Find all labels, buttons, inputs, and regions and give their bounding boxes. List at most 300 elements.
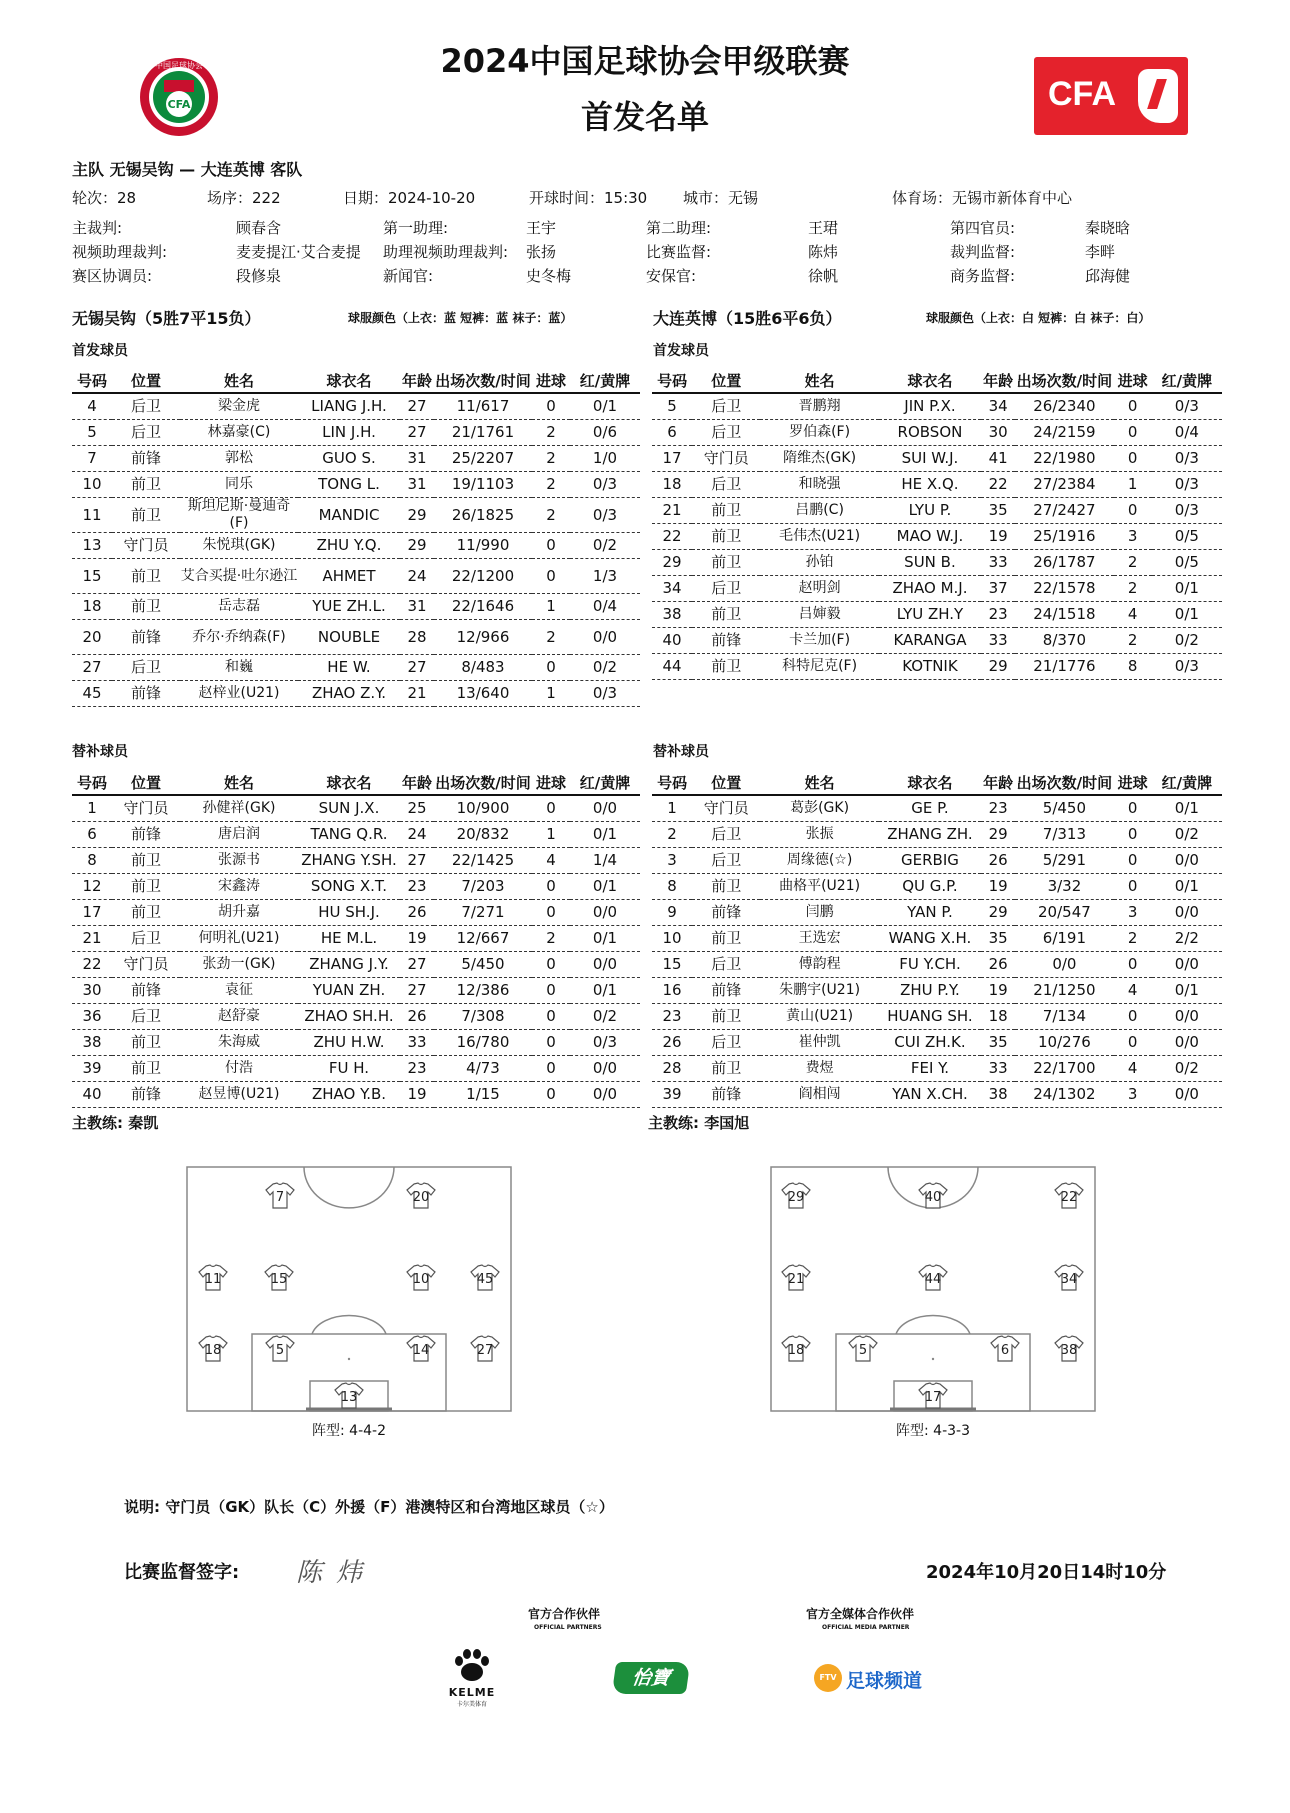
supervisor-signature: 陈炜 [296,1558,377,1588]
player-name: 傅韵程 [760,952,878,978]
cards: 0/4 [570,594,640,620]
player-row [72,533,640,559]
player-position: 前锋 [692,900,760,926]
cards: 0/2 [1152,628,1222,654]
appearances: 7/313 [1015,822,1113,848]
player-age: 26 [981,952,1015,978]
jersey-number: 15 [270,1272,288,1287]
goals: 2 [532,420,570,446]
appearances: 5/291 [1015,848,1113,874]
shirt-name: SUN J.X. [298,795,400,822]
player-number: 30 [72,978,112,1004]
shirt-name: MANDIC [298,498,400,533]
shirt-name: QU G.P. [879,874,981,900]
player-position: 后卫 [112,926,180,952]
official-role: 商务监督: [950,267,1016,285]
appearances: 7/203 [434,874,532,900]
player-name: 赵明剑 [760,576,878,602]
column-header: 出场次数/时间 [434,770,532,795]
column-header: 姓名 [760,368,878,393]
player-number: 36 [72,1004,112,1030]
player-jersey-icon [991,1336,1019,1361]
player-row [652,498,1222,524]
player-row [652,550,1222,576]
cards: 0/1 [1152,602,1222,628]
player-number: 17 [652,446,692,472]
page-title: 2024中国足球协会甲级联赛 [440,42,850,80]
player-number: 2 [652,822,692,848]
cards: 2/2 [1152,926,1222,952]
player-position: 前卫 [692,654,760,680]
player-number: 23 [652,1004,692,1030]
goals: 0 [1114,393,1152,420]
column-header: 号码 [72,770,112,795]
jersey-number: 10 [412,1272,430,1287]
goals: 0 [532,1082,570,1108]
shirt-name: KOTNIK [879,654,981,680]
official-role: 裁判监督: [950,243,1016,261]
goals: 2 [1114,576,1152,602]
player-name: 毛伟杰(U21) [760,524,878,550]
player-age: 27 [400,393,434,420]
player-age: 26 [400,900,434,926]
player-number: 9 [652,900,692,926]
player-position: 前锋 [112,822,180,848]
player-row [652,874,1222,900]
jersey-number: 45 [476,1272,494,1287]
player-number: 20 [72,620,112,655]
player-position: 前卫 [692,926,760,952]
jersey-number: 44 [924,1272,942,1287]
player-name: 费煜 [760,1056,878,1082]
cards: 0/1 [1152,795,1222,822]
player-jersey-icon [1055,1183,1083,1208]
goals: 2 [532,498,570,533]
player-age: 31 [400,446,434,472]
cards: 0/1 [1152,576,1222,602]
player-position: 前卫 [692,1056,760,1082]
appearances: 26/1787 [1015,550,1113,576]
player-row [72,1004,640,1030]
jersey-number: 21 [787,1272,805,1287]
appearances: 0/0 [1015,952,1113,978]
player-row [72,498,640,533]
appearances: 7/134 [1015,1004,1113,1030]
official-role: 视频助理裁判: [72,243,168,261]
jersey-number: 29 [787,1190,805,1205]
appearances: 27/2384 [1015,472,1113,498]
player-name: 付浩 [180,1056,298,1082]
player-age: 35 [981,1030,1015,1056]
player-number: 38 [72,1030,112,1056]
cards: 0/1 [570,874,640,900]
player-row [72,822,640,848]
appearances: 22/1425 [434,848,532,874]
player-name: 艾合买提·吐尔逊江 [180,559,298,594]
player-age: 27 [400,655,434,681]
partners-label: 官方合作伙伴 [528,1607,601,1621]
jersey-number: 5 [858,1343,868,1358]
player-age: 34 [981,393,1015,420]
column-header: 姓名 [180,770,298,795]
svg-text:CFA: CFA [167,98,191,111]
player-row [72,900,640,926]
column-header: 号码 [652,770,692,795]
cards: 1/3 [570,559,640,594]
appearances: 16/780 [434,1030,532,1056]
column-header: 红/黄牌 [570,770,640,795]
jersey-number: 34 [1060,1272,1078,1287]
goals: 4 [1114,978,1152,1004]
player-jersey-icon [919,1265,947,1290]
cards: 0/1 [570,822,640,848]
column-header: 球衣名 [879,368,981,393]
player-age: 29 [981,654,1015,680]
player-name: 朱海威 [180,1030,298,1056]
player-row [72,472,640,498]
player-age: 23 [981,795,1015,822]
player-position: 后卫 [692,576,760,602]
player-row [72,446,640,472]
column-header: 进球 [532,770,570,795]
appearances: 6/191 [1015,926,1113,952]
appearances: 21/1761 [434,420,532,446]
cards: 0/5 [1152,524,1222,550]
player-jersey-icon [407,1265,435,1290]
svg-text:中国足球协会: 中国足球协会 [155,61,203,70]
official-role: 第四官员: [950,219,1016,237]
player-name: 胡升嘉 [180,900,298,926]
away-subs-label: 替补球员 [653,744,709,760]
player-position: 前卫 [692,498,760,524]
goals: 4 [1114,602,1152,628]
player-position: 前锋 [692,978,760,1004]
goals: 4 [532,848,570,874]
official-role: 主裁判: [72,219,123,237]
player-position: 后卫 [692,393,760,420]
kelme-logo: KELME 卡尔美体育 [440,1648,504,1712]
player-age: 27 [400,420,434,446]
player-name: 和巍 [180,655,298,681]
player-jersey-icon [471,1336,499,1361]
player-number: 40 [652,628,692,654]
player-name: 科特尼克(F) [760,654,878,680]
appearances: 20/832 [434,822,532,848]
home-subs-label: 替补球员 [72,744,128,760]
shirt-name: TANG Q.R. [298,822,400,848]
appearances: 4/73 [434,1056,532,1082]
player-number: 4 [72,393,112,420]
official-role: 第二助理: [646,219,712,237]
player-number: 10 [72,472,112,498]
shirt-name: NOUBLE [298,620,400,655]
away-starters-table [652,368,1222,680]
jersey-number: 38 [1060,1343,1078,1358]
official-name: 段修泉 [236,267,282,285]
shirt-name: YAN X.CH. [879,1082,981,1108]
player-name: 袁征 [180,978,298,1004]
player-jersey-icon [407,1183,435,1208]
cards: 0/1 [570,978,640,1004]
player-position: 后卫 [112,420,180,446]
column-header: 年龄 [400,770,434,795]
player-age: 29 [981,822,1015,848]
shirt-name: ROBSON [879,420,981,446]
official-role: 赛区协调员: [72,267,153,285]
player-name: 阎相闯 [760,1082,878,1108]
column-header: 位置 [112,368,180,393]
appearances: 5/450 [434,952,532,978]
official-role: 新闻官: [383,267,434,285]
player-number: 7 [72,446,112,472]
appearances: 27/2427 [1015,498,1113,524]
player-position: 后卫 [692,822,760,848]
shirt-name: ZHANG J.Y. [298,952,400,978]
legend-note: 说明: 守门员（GK）队长（C）外援（F）港澳特区和台湾地区球员（☆） [124,1498,614,1516]
appearances: 7/308 [434,1004,532,1030]
shirt-name: FU H. [298,1056,400,1082]
appearances: 22/1200 [434,559,532,594]
goals: 8 [1114,654,1152,680]
cards: 0/1 [1152,874,1222,900]
player-name: 周缘德(☆) [760,848,878,874]
player-age: 19 [981,874,1015,900]
kickoff-time: 开球时间：15:30 [529,189,648,207]
shirt-name: FEI Y. [879,1056,981,1082]
player-row [652,822,1222,848]
appearances: 1/15 [434,1082,532,1108]
shirt-name: YAN P. [879,900,981,926]
player-jersey-icon [199,1265,227,1290]
shirt-name: HUANG SH. [879,1004,981,1030]
player-age: 38 [981,1082,1015,1108]
cards: 0/2 [570,533,640,559]
player-name: 何明礼(U21) [180,926,298,952]
player-position: 前卫 [112,559,180,594]
match-number: 场序：222 [207,189,281,207]
player-jersey-icon [782,1183,810,1208]
shirt-name: TONG L. [298,472,400,498]
player-age: 26 [400,1004,434,1030]
player-age: 19 [400,1082,434,1108]
player-row [652,393,1222,420]
appearances: 7/271 [434,900,532,926]
player-position: 前锋 [112,978,180,1004]
cards: 0/1 [570,393,640,420]
appearances: 25/1916 [1015,524,1113,550]
goals: 0 [532,795,570,822]
column-header: 进球 [1114,770,1152,795]
player-position: 后卫 [112,655,180,681]
cards: 0/0 [1152,900,1222,926]
appearances: 21/1250 [1015,978,1113,1004]
player-position: 前卫 [692,550,760,576]
player-age: 27 [400,848,434,874]
shirt-name: LIN J.H. [298,420,400,446]
official-role: 第一助理: [383,219,449,237]
cards: 0/3 [1152,393,1222,420]
away-formation: 阵型: 4-3-3 [896,1423,970,1439]
signature-label: 比赛监督签字: [124,1562,240,1583]
home-team-name: 无锡吴钩（5胜7平15负） [72,309,261,328]
column-header: 姓名 [180,368,298,393]
cards: 0/0 [1152,1082,1222,1108]
media-partners-label: 官方全媒体合作伙伴 [806,1607,915,1621]
goals: 0 [1114,848,1152,874]
player-position: 前锋 [692,1082,760,1108]
shirt-name: HE W. [298,655,400,681]
goals: 0 [1114,795,1152,822]
goals: 0 [532,900,570,926]
player-number: 21 [72,926,112,952]
player-number: 27 [72,655,112,681]
goals: 0 [1114,1030,1152,1056]
column-header: 号码 [652,368,692,393]
player-row [652,446,1222,472]
cards: 0/1 [1152,978,1222,1004]
appearances: 11/617 [434,393,532,420]
player-age: 24 [400,822,434,848]
goals: 2 [532,926,570,952]
shirt-name: GE P. [879,795,981,822]
player-number: 6 [652,420,692,446]
jersey-number: 7 [275,1190,285,1205]
shirt-name: GERBIG [879,848,981,874]
player-number: 26 [652,1030,692,1056]
goals: 0 [532,393,570,420]
player-number: 18 [72,594,112,620]
appearances: 25/2207 [434,446,532,472]
player-name: 朱悦琪(GK) [180,533,298,559]
cards: 0/0 [1152,1030,1222,1056]
goals: 3 [1114,900,1152,926]
player-number: 8 [72,848,112,874]
column-header: 出场次数/时间 [1015,368,1113,393]
player-number: 1 [652,795,692,822]
player-number: 44 [652,654,692,680]
player-age: 19 [981,524,1015,550]
media-partners-label-en: OFFICIAL MEDIA PARTNER [822,1624,910,1631]
appearances: 22/1980 [1015,446,1113,472]
player-row [652,524,1222,550]
player-name: 和晓强 [760,472,878,498]
shirt-name: LYU ZH.Y [879,602,981,628]
appearances: 24/2159 [1015,420,1113,446]
goals: 1 [532,822,570,848]
away-kit-colors: 球服颜色（上衣：白 短裤：白 袜子：白） [926,311,1151,325]
home-formation: 阵型: 4-4-2 [312,1423,386,1439]
appearances: 12/667 [434,926,532,952]
player-name: 闫鹏 [760,900,878,926]
player-name: 崔仲凯 [760,1030,878,1056]
shirt-name: ZHU P.Y. [879,978,981,1004]
player-row [652,628,1222,654]
player-position: 后卫 [692,1030,760,1056]
official-name: 秦晓晗 [1085,219,1131,237]
column-header: 年龄 [981,770,1015,795]
cards: 0/0 [1152,848,1222,874]
player-row [72,655,640,681]
player-age: 35 [981,498,1015,524]
player-position: 前卫 [692,1004,760,1030]
player-jersey-icon [1055,1336,1083,1361]
goals: 1 [532,681,570,707]
column-header: 球衣名 [298,770,400,795]
player-position: 前锋 [112,620,180,655]
column-header: 进球 [1114,368,1152,393]
player-number: 22 [72,952,112,978]
player-age: 28 [400,620,434,655]
player-row [72,393,640,420]
jersey-number: 27 [476,1343,494,1358]
player-number: 28 [652,1056,692,1082]
player-name: 梁金虎 [180,393,298,420]
player-name: 乔尔·乔纳森(F) [180,620,298,655]
goals: 0 [532,1056,570,1082]
jersey-number: 18 [787,1343,805,1358]
player-number: 17 [72,900,112,926]
player-number: 11 [72,498,112,533]
jersey-number: 17 [924,1390,942,1405]
sign-timestamp: 2024年10月20日14时10分 [926,1562,1167,1583]
player-position: 前卫 [692,524,760,550]
player-age: 23 [400,1056,434,1082]
appearances: 22/1578 [1015,576,1113,602]
appearances: 5/450 [1015,795,1113,822]
cards: 0/0 [1152,952,1222,978]
player-number: 34 [652,576,692,602]
player-row [72,420,640,446]
player-number: 10 [652,926,692,952]
teams-line: 主队 无锡吴钩 — 大连英博 客队 [72,160,303,179]
appearances: 20/547 [1015,900,1113,926]
official-role: 助理视频助理裁判: [383,243,509,261]
cards: 0/4 [1152,420,1222,446]
appearances: 10/276 [1015,1030,1113,1056]
appearances: 12/966 [434,620,532,655]
player-age: 21 [400,681,434,707]
cards: 0/0 [570,952,640,978]
player-name: 张劲一(GK) [180,952,298,978]
jersey-number: 14 [412,1343,430,1358]
player-jersey-icon [919,1383,947,1408]
shirt-name: ZHU H.W. [298,1030,400,1056]
player-number: 18 [652,472,692,498]
player-name: 赵舒豪 [180,1004,298,1030]
away-subs-table [652,770,1222,1108]
cards: 0/3 [1152,498,1222,524]
appearances: 11/990 [434,533,532,559]
player-name: 卡兰加(F) [760,628,878,654]
shirt-name: ZHAO M.J. [879,576,981,602]
player-row [72,874,640,900]
player-age: 19 [400,926,434,952]
page-subtitle: 首发名单 [580,98,709,136]
home-formation-pitch [186,1166,512,1412]
jersey-number: 5 [275,1343,285,1358]
official-role: 安保官: [646,267,697,285]
player-position: 前锋 [112,681,180,707]
shirt-name: MAO W.J. [879,524,981,550]
appearances: 26/1825 [434,498,532,533]
player-age: 33 [981,1056,1015,1082]
player-age: 22 [981,472,1015,498]
player-position: 前卫 [112,594,180,620]
cards: 0/0 [570,795,640,822]
cards: 0/3 [1152,446,1222,472]
cfa-emblem-logo [138,56,220,138]
shirt-name: WANG X.H. [879,926,981,952]
